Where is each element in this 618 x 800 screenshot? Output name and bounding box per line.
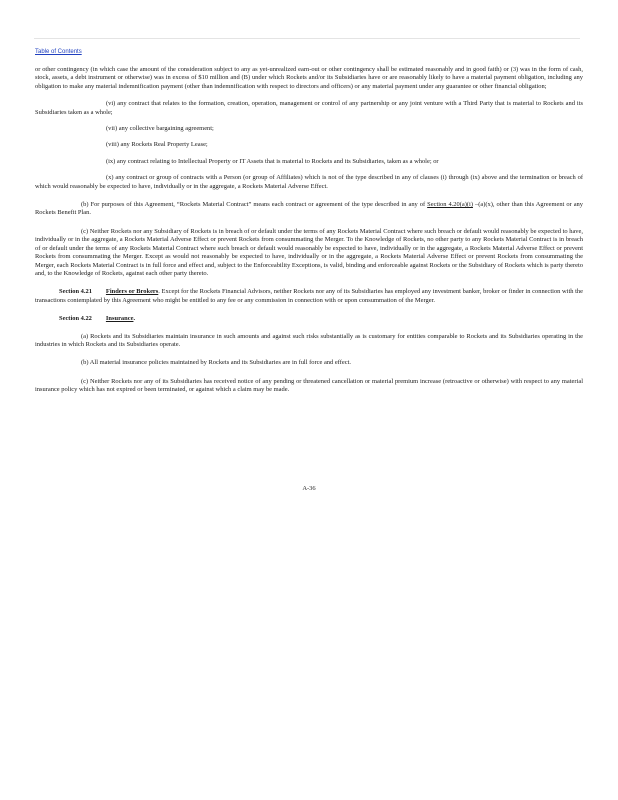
section-4-20-reference-link[interactable]: Section 4.20(a)(i) xyxy=(427,201,473,209)
subsection-b xyxy=(35,201,583,218)
subsection-b-text: (b) For purposes of this Agreement, “Rockets Material Contract” means each contract or agreement of the type described in any of xyxy=(81,201,428,209)
section-4-22-title-suffix: . xyxy=(133,315,136,323)
section-4-22-a: (a) Rockets and its Subsidiaries maintain insurance in such amounts and against such risks substantially as is customary for entities comparable to Rockets and its Subsidiaries operating in the industries in which Rockets and its Subsidiaries operate. xyxy=(35,332,583,348)
header-rule xyxy=(34,38,580,39)
clause-vi: (vi) any contract that relates to the formation, creation, operation, management or control of any partnership or any joint venture with a Third Party that is material to Rockets and its Subsidiaries taken as a whole; xyxy=(35,100,583,116)
subsection-c: (c) Neither Rockets nor any Subsidiary of Rockets is in breach of or default under the terms of any Rockets Material Contract where such breach or default would reasonably be expected to have, individually or in the aggregate, a Rockets Material Adverse Effect or prevent Rockets from consummating the Merger. To the Knowledge of Rockets, no other party to any Rockets Material Contract is in breach of or default under the terms of any Rockets Material Contract where such breach or default would reasonably be expected to have, individually or in the aggregate, a Rockets Material Adverse Effect or prevent Rockets from consummating the Merger. Except as would not reasonably be expected to have, individually or in the aggregate, a Rockets Material Adverse Effect or prevent Rockets from consummating the Merger, each Rockets Material Contract is in full force and effect and, subject to the Enforceability Exceptions, is valid, binding and enforceable against Rockets or the Subsidiary of Rockets which is party thereto and, to the Knowledge of Rockets, against each other party thereto. xyxy=(35,227,583,277)
section-4-22-label: Section 4.22 xyxy=(59,315,92,323)
clause-x: (x) any contract or group of contracts with a Person (or group of Affiliates) which is not of the type described in any of clauses (i) through (ix) above and the termination or breach of which would reasonably be expected to have, individually or in the aggregate, a Rockets Material Adverse Effect. xyxy=(35,174,583,190)
continuation-paragraph: or other contingency (in which case the amount of the consideration subject to any as yet-unrealized earn-out or other contingency shall be estimated reasonably and in good faith) or (3) was in the form of cash, stock, assets, a debt instrument or otherwise) was in excess of $10 million and (B) under which Rockets and/or its Subsidiaries have or are reasonably likely to have a material payment obligation, including any obligation to make any material indemnification payment (other than indemnification with respect to directors and officers) or any material payment under any guarantee or other financial obligation; xyxy=(35,66,583,90)
clause-viii: (viii) any Rockets Real Property Lease; xyxy=(106,141,208,149)
section-4-21-body: . Except for the Rockets Financial Advisors, neither Rockets nor any of its Subsidiaries has employed any investment banker, broker or finder in connection with the transactions contemplated by this Agreement who might be entitled to any fee or any commission in connection with or upon consummation of the Merger. xyxy=(35,288,583,304)
section-4-22-heading xyxy=(35,315,583,323)
document-body xyxy=(35,66,583,405)
section-4-21-title: Finders or Brokers xyxy=(105,288,159,296)
table-of-contents-link[interactable]: Table of Contents xyxy=(35,49,82,55)
section-4-21-label: Section 4.21 xyxy=(59,288,92,296)
section-4-22-title: Insurance xyxy=(105,315,134,323)
section-4-22-b: (b) All material insurance policies maintained by Rockets and its Subsidiaries are in full force and effect. xyxy=(81,359,351,367)
section-4-21 xyxy=(35,288,583,305)
page-number: A-36 xyxy=(302,485,316,492)
subsection-b-tail: –(a)(x), other than this Agreement or any Rockets Benefit Plan. xyxy=(35,201,583,217)
clause-ix: (ix) any contract relating to Intellectual Property or IT Assets that is material to Rockets and its Subsidiaries, taken as a whole; or xyxy=(106,157,439,165)
clause-vii: (vii) any collective bargaining agreement; xyxy=(106,125,214,133)
section-4-22-c: (c) Neither Rockets nor any of its Subsidiaries has received notice of any pending or threatened cancellation or material premium increase (retroactive or otherwise) with respect to any material insurance policy which has not expired or been terminated, or against which a claim may be made. xyxy=(35,377,583,394)
